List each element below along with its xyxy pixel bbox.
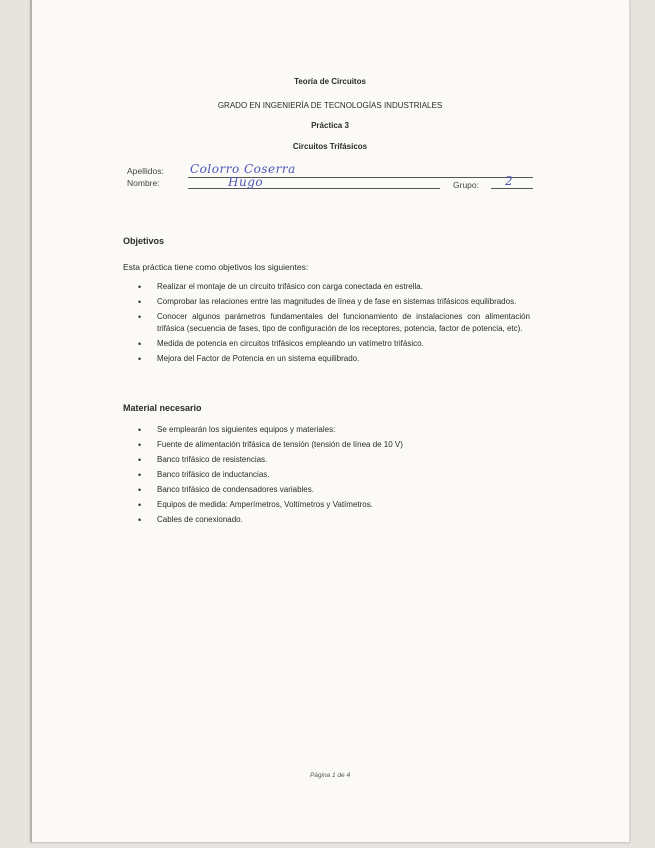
document-page [30,0,630,842]
name-label: Nombre: [127,178,160,188]
list-item: • Realizar el montaje de un circuito trifásico con carga conectada en estrella. [138,281,530,293]
course-title: Teoría de Circuitos [294,77,366,86]
list-item: • Mejora del Factor de Potencia en un sistema equilibrado. [138,353,530,365]
materials-list [138,424,530,526]
materials-heading: Material necesario [123,403,202,413]
objectives-list [138,281,530,365]
name-line [188,188,440,189]
list-item: • Conocer algunos parámetros fundamentales del funcionamiento de instalaciones con alimentación trifásica (secuencia de fases, tipo de configuración de los receptores, potencia, factor de potencia, etc). [138,311,530,335]
practice-number: Práctica 3 [311,121,349,130]
practice-topic: Circuitos Trifásicos [292,142,368,151]
list-item: • Cables de conexionado. [138,514,530,526]
list-item: • Medida de potencia en circuitos trifásicos empleando un vatímetro trifásico. [138,338,530,350]
degree-title: GRADO EN INGENIERÍA DE TECNOLOGÍAS INDUSTRIALES [217,101,443,110]
surname-handwritten: Colorro Coserra [190,162,296,176]
group-label: Grupo: [453,180,479,190]
group-line [491,188,533,189]
list-item: • Equipos de medida: Amperímetros, Voltímetros y Vatímetros. [138,499,530,511]
list-item: • Banco trifásico de resistencias. [138,454,530,466]
surname-label: Apellidos: [127,166,164,176]
objectives-intro: Esta práctica tiene como objetivos los siguientes: [123,262,309,272]
name-handwritten: Hugo [228,175,264,189]
list-item: • Banco trifásico de condensadores variables. [138,484,530,496]
list-item: • Banco trifásico de inductancias. [138,469,530,481]
list-item: • Fuente de alimentación trifásica de tensión (tensión de línea de 10 V) [138,439,530,451]
list-item: • Comprobar las relaciones entre las magnitudes de línea y de fase en sistemas trifásicos equilibrados. [138,296,530,308]
page-footer: Página 1 de 4 [309,772,351,779]
list-item: • Se emplearán los siguientes equipos y materiales: [138,424,530,436]
objectives-heading: Objetivos [123,236,165,246]
group-handwritten: 2 [505,174,514,188]
